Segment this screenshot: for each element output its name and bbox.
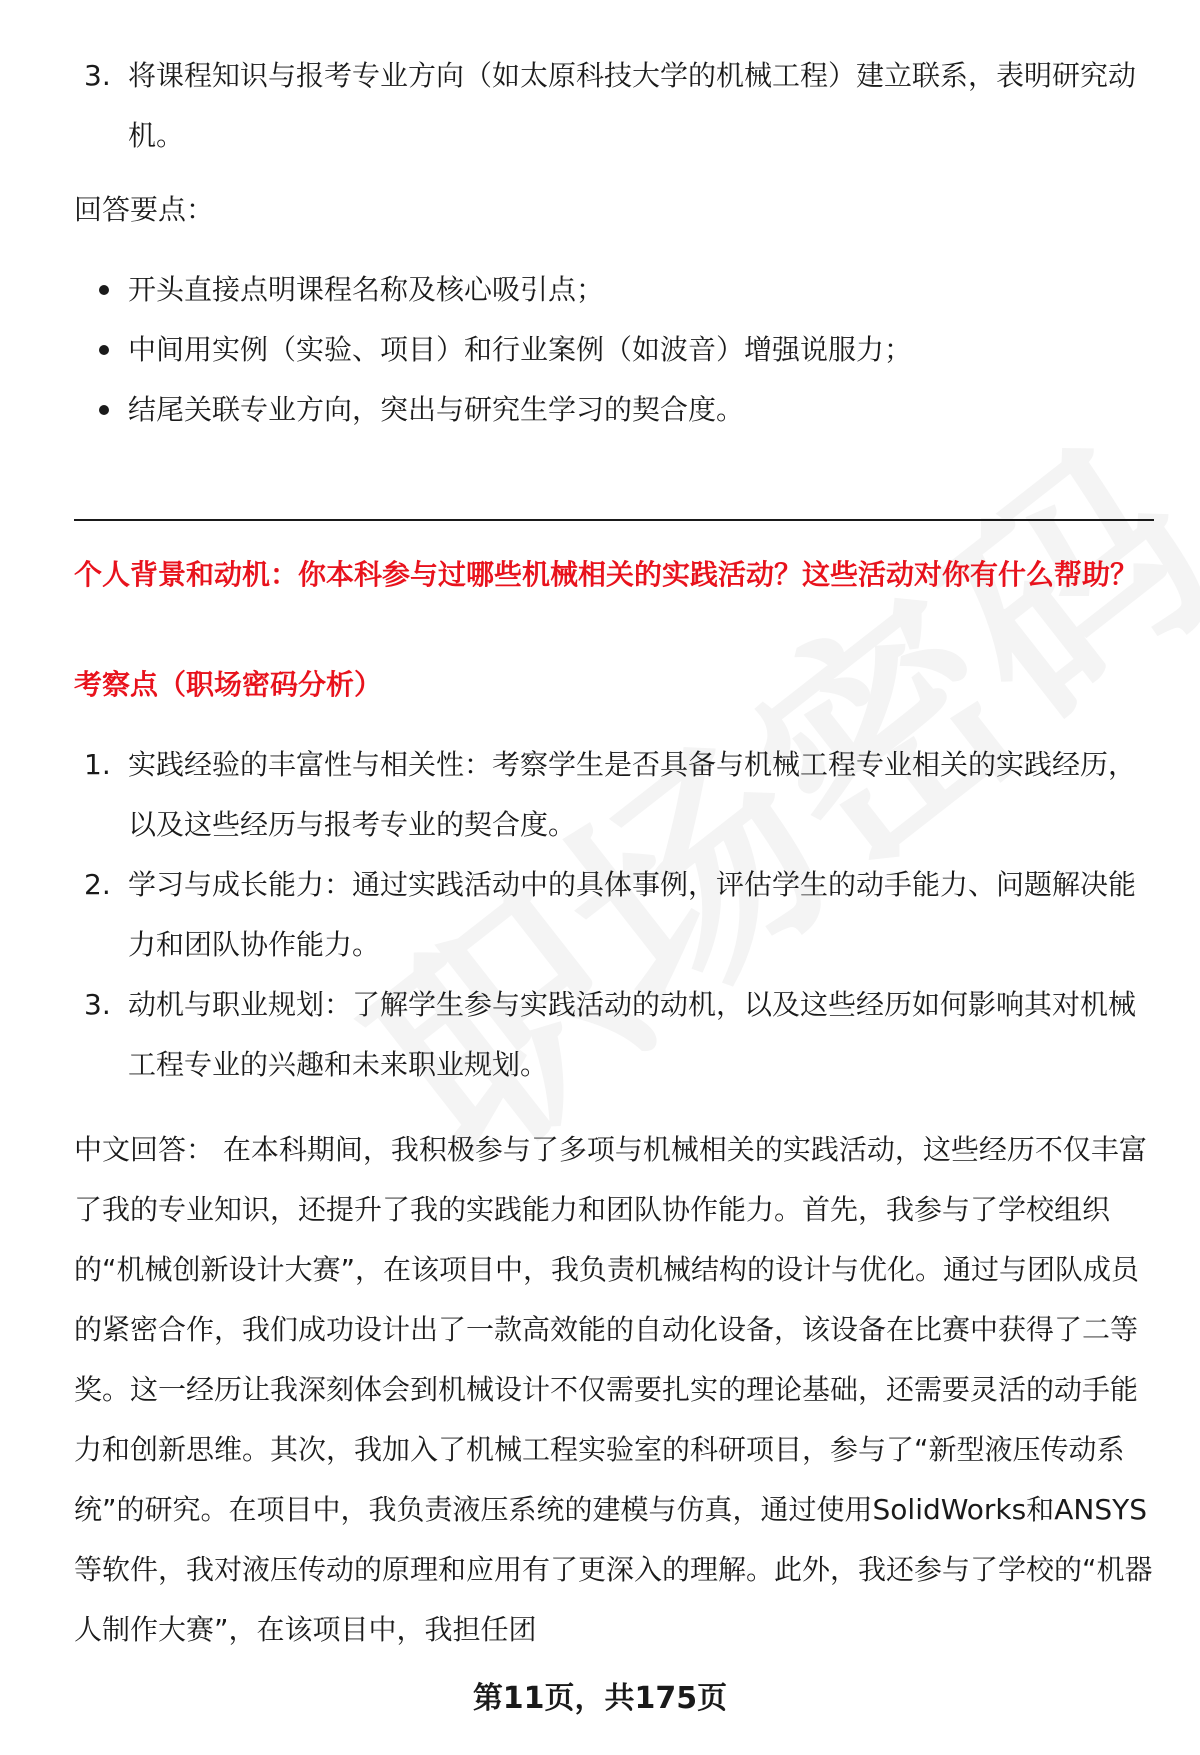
- question-title: 个人背景和动机：你本科参与过哪些机械相关的实践活动？这些活动对你有什么帮助？: [74, 558, 1139, 591]
- chinese-answer-paragraph: 中文回答： 在本科期间，我积极参与了多项与机械相关的实践活动，这些经历不仅丰富了我的专业知识，还提升了我的实践能力和团队协作能力。首先，我参与了学校组织的“机械创新设计大赛”，在该项目中，我负责机械结构的设计与优化。通过与团队成员的紧密合作，我们成功设计出了一款高效能的自动化设备，该设备在比赛中获得了二等奖。这一经历让我深刻体会到机械设计不仅需要扎实的理论基础，还需要灵活的动手能力和创新思维。其次，我加入了机械工程实验室的科研项目，参与了“新型液压传动系统”的研究。在项目中，我负责液压系统的建模与仿真，通过使用SolidWorks和ANSYS等软件，我对液压传动的原理和应用有了更深入的理解。此外，我还参与了学校的“机器人制作大赛”，在该项目中，我担任团: [74, 1133, 1153, 1646]
- bullet-icon: [99, 285, 109, 295]
- intro-list: [74, 46, 1154, 166]
- list-text: 开头直接点明课程名称及核心吸引点；: [128, 273, 605, 306]
- list-text: 学习与成长能力：通过实践活动中的具体事例，评估学生的动手能力、问题解决能力和团队协作能力。: [128, 868, 1137, 961]
- list-text: 实践经验的丰富性与相关性：考察学生是否具备与机械工程专业相关的实践经历，以及这些经历与报考专业的契合度。: [128, 748, 1137, 841]
- section-divider: [74, 519, 1154, 521]
- list-item: [74, 380, 1154, 440]
- list-number: 3.: [84, 988, 111, 1021]
- list-item: [74, 855, 1154, 975]
- examine-label: 考察点（职场密码分析）: [74, 668, 383, 701]
- list-number: 2.: [84, 868, 111, 901]
- list-item: [74, 320, 1154, 380]
- bullet-icon: [99, 345, 109, 355]
- list-number: 3.: [84, 59, 111, 92]
- list-text: 结尾关联专业方向，突出与研究生学习的契合度。: [128, 393, 745, 426]
- list-item: [74, 260, 1154, 320]
- list-item: [74, 735, 1154, 855]
- list-text: 中间用实例（实验、项目）和行业案例（如波音）增强说服力；: [128, 333, 913, 366]
- list-text: 动机与职业规划：了解学生参与实践活动的动机，以及这些经历如何影响其对机械工程专业的兴趣和未来职业规划。: [128, 988, 1137, 1081]
- examine-points-list: [74, 735, 1154, 1095]
- page-footer: 第11页，共175页: [472, 1681, 728, 1716]
- bullet-icon: [99, 405, 109, 415]
- answer-points-list: [74, 260, 1154, 440]
- list-text: 将课程知识与报考专业方向（如太原科技大学的机械工程）建立联系，表明研究动机。: [128, 59, 1137, 152]
- list-item: [74, 46, 1154, 166]
- answer-points-label: 回答要点：: [74, 193, 215, 226]
- list-item: [74, 975, 1154, 1095]
- list-number: 1.: [84, 748, 111, 781]
